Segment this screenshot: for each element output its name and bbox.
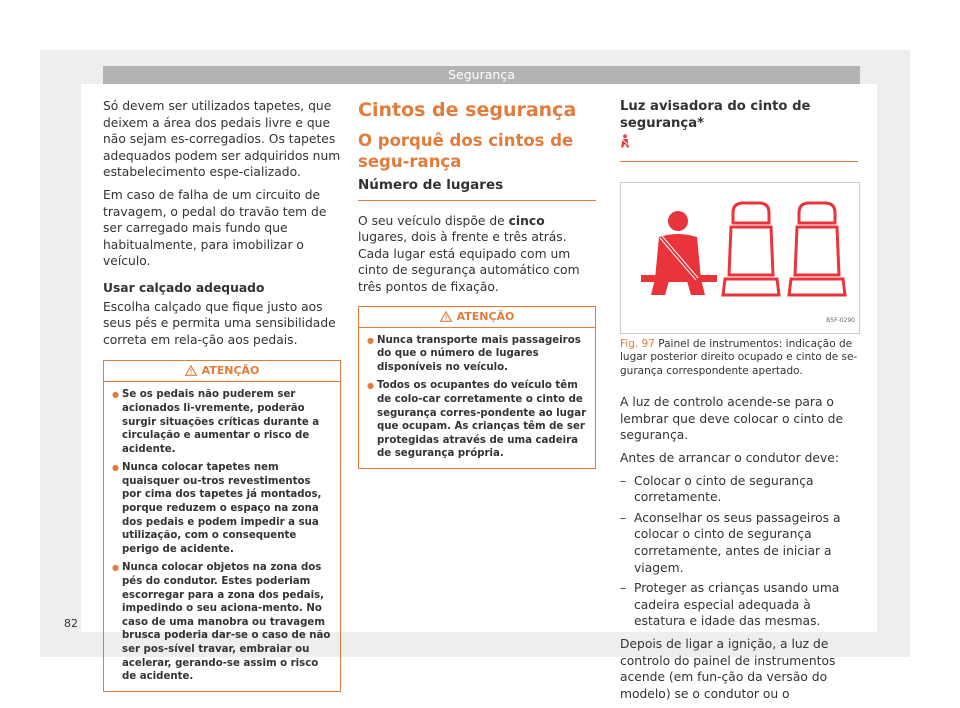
column-left xyxy=(103,98,341,692)
page-number: 82 xyxy=(64,617,78,630)
warning-label: ATENÇÃO xyxy=(201,364,260,378)
warning-box xyxy=(358,306,596,469)
warning-item: ● Todos os ocupantes do veículo têm de colo-car corretamente o cinto de segurança corres-pondente ao lugar que ocupam. As crianças têm de ser protegidas através de uma cadeira de segurança própria. xyxy=(367,379,587,461)
warning-header xyxy=(359,307,595,328)
occupant-belt-icon xyxy=(641,211,717,295)
paragraph: Escolha calçado que fique justo aos seus pés e permita uma sensibilidade correta em rela-ção aos pedais. xyxy=(103,299,336,347)
subheading: Usar calçado adequado xyxy=(103,280,265,295)
seat-diagram xyxy=(621,183,859,333)
paragraph: A luz de controlo acende-se para o lembrar que deve colocar o cinto de segurança. xyxy=(620,395,844,443)
warning-item: ● Nunca transporte mais passageiros do que o número de lugares disponíveis no veículo. xyxy=(367,334,587,375)
page-header: Segurança xyxy=(103,66,860,84)
paragraph: Só devem ser utilizados tapetes, que deixem a área dos pedais livre e que não sejam es-corregadios. Os tapetes adequados podem ser adquiridos num estabelecimento espe-cializado. xyxy=(103,99,341,180)
list-item: – Proteger as crianças usando uma cadeira especial adequada à estatura e idade das mesmas. xyxy=(620,580,858,630)
seatbelt-warning-icon xyxy=(620,134,630,148)
subsection-title xyxy=(620,98,858,162)
figure-number: Fig. 97 xyxy=(620,338,655,350)
warning-icon xyxy=(185,365,197,376)
figure-caption xyxy=(620,338,858,378)
warning-box xyxy=(103,360,341,691)
paragraph: Em caso de falha de um circuito de travagem, o pedal do travão tem de ser carregado mais fundo que habitualmente, para imobilizar o veículo. xyxy=(103,187,327,269)
paragraph: Antes de arrancar o condutor deve: xyxy=(620,451,839,465)
warning-item: ● Nunca colocar tapetes nem quaisquer ou-tros revestimentos por cima dos tapetes já montados, porque reduzem o espaço na zona dos pedais e podem impedir a sua utilização, com o consequente perigo de acidente. xyxy=(112,461,332,556)
list-item: – Colocar o cinto de segurança corretamente. xyxy=(620,473,858,506)
figure-seat-indicators xyxy=(620,182,860,334)
warning-header xyxy=(104,361,340,382)
warning-item: ● Nunca colocar objetos na zona dos pés do condutor. Estes poderiam escorregar para a zona dos pedais, impedindo o seu aciona-mento. No caso de uma manobra ou travagem brusca poderia dar-se o caso de não ser pos-sível travar, embraiar ou acelerar, gerando-se assim o risco de acidente. xyxy=(112,561,332,683)
seat-icon xyxy=(723,203,779,295)
subsection-title: Número de lugares xyxy=(358,177,596,201)
seat-icon xyxy=(789,203,845,295)
column-right xyxy=(620,98,858,708)
page-content xyxy=(81,84,877,701)
warning-icon xyxy=(440,311,452,322)
list-item: – Aconselhar os seus passageiros a colocar o cinto de segurança corretamente, antes de iniciar a viagem. xyxy=(620,510,858,576)
section-title: Cintos de segurança xyxy=(358,99,577,121)
instruction-list xyxy=(620,473,858,630)
caption-text: Painel de instrumentos: indicação de lugar posterior direito ocupado e cinto de se-gurança correspondente apertado. xyxy=(620,338,858,377)
text-run: O seu veículo dispõe de xyxy=(358,213,509,228)
paragraph: Depois de ligar a ignição, a luz de controlo do painel de instrumentos acende (em fun-ção da versão do modelo) se o condutor ou o xyxy=(620,636,836,701)
text-run: lugares, dois à frente e três atrás. Cada lugar está equipado com um cinto de segurança automático com três pontos de fixação. xyxy=(358,230,580,294)
paragraph xyxy=(358,213,596,296)
warning-item: ● Se os pedais não puderem ser acionados li-vremente, poderão surgir situações críticas durante a circulação e aumentar o risco de acidente. xyxy=(112,388,332,456)
bold-text: cinco xyxy=(508,213,545,228)
figure-code: B5F-0290 xyxy=(826,317,855,325)
warning-label: ATENÇÃO xyxy=(456,309,515,323)
column-middle xyxy=(358,98,596,469)
section-subtitle: O porquê dos cintos de segu-rança xyxy=(358,131,574,171)
subsection-title-text: Luz avisadora do cinto de segurança* xyxy=(620,99,811,131)
